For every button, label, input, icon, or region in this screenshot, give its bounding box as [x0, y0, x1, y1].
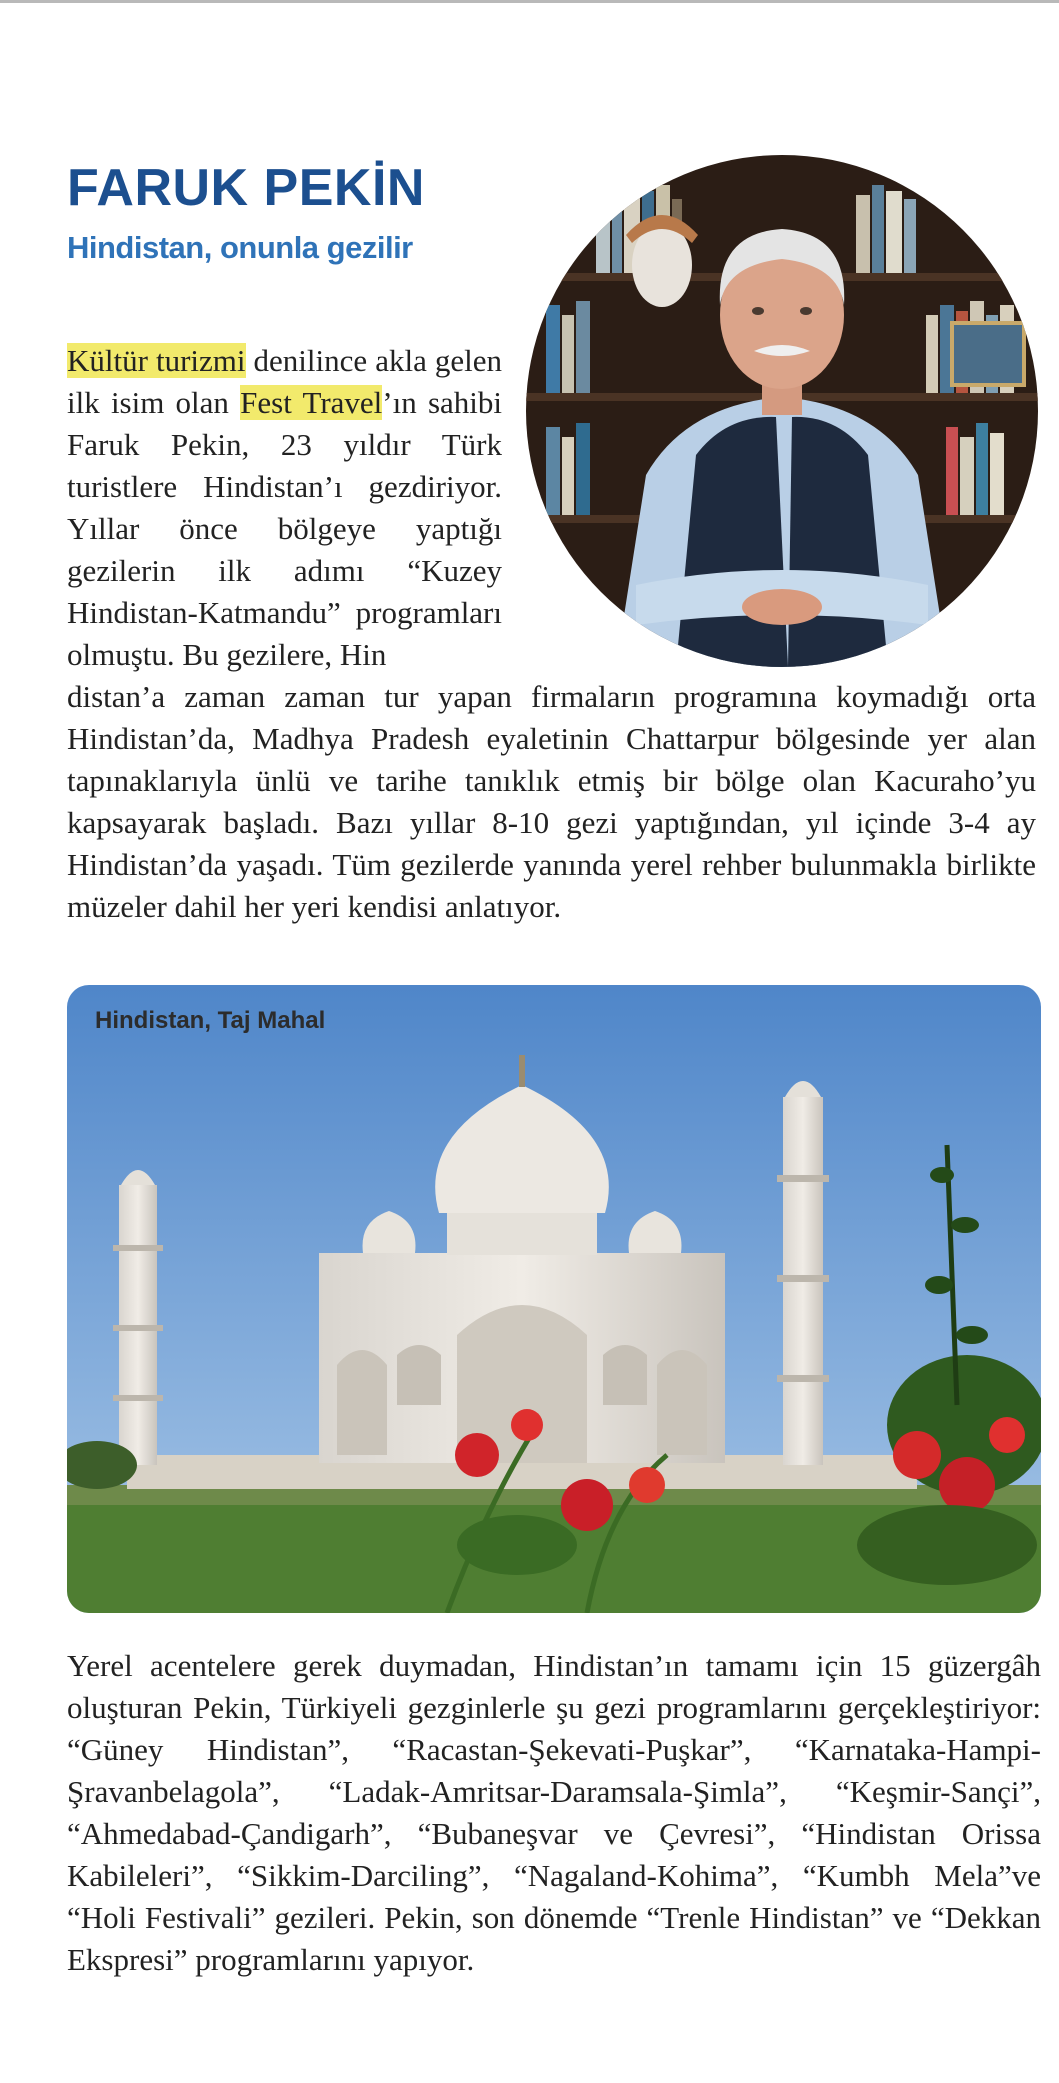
- intro-paragraph-lower: distan’a zaman zaman tur yapan firmaların programına koymadığı orta Hindistan’da, Madhya Pradesh eyaletinin Chattarpur bölgesinde yer alan tapınaklarıyla ünlü ve tarihe tanıklık etmiş bir bölge olan Kacuraho’yu kapsayarak başladı. Bazı yıllar 8-10 gezi yaptığından, yıl içinde 3-4 ay Hindistan’da yaşadı. Tüm gezilerde yanında yerel rehber bulunmakla birlikte müzeler dahil her yeri kendisi anlatıyor.: [67, 679, 1036, 924]
- taj-mahal-photo: [67, 985, 1041, 1613]
- article-subtitle: Hindistan, onunla gezilir: [67, 230, 413, 265]
- intro-text-1: denilince akla gelen ilk isim olan: [67, 343, 502, 420]
- top-border: [0, 0, 1059, 3]
- intro-paragraph-upper: [67, 340, 502, 676]
- paragraph-routes: Yerel acentelere gerek duymadan, Hindistan’ın tamamı için 15 güzergâh oluşturan Pekin, Türkiyeli gezginlerle şu gezi programlarını gerçekleştiriyor: “Güney Hindistan”, “Racastan-Şekevati-Puşkar”, “Karnataka-Hampi-Şravanbelagola”, “Ladak-Amritsar-Daramsala-Şimla”, “Keşmir-Sançi”, “Ahmedabad-Çandigarh”, “Bubaneşvar ve Çevresi”, “Hindistan Orissa Kabileleri”, “Sikkim-Darciling”, “Nagaland-Kohima”, “Kumbh Mela”ve “Holi Festivali” gezileri. Pekin, son dönemde “Trenle Hindistan” ve “Dekkan Ekspresi” programlarını yapıyor.: [67, 1648, 1041, 1977]
- highlight-fest-travel: Fest Travel: [240, 385, 383, 420]
- highlight-kultur-turizmi: Kültür turizmi: [67, 343, 246, 378]
- intro-text-2: ’ın sahibi Faruk Pekin, 23 yıldır Türk turistlere Hindistan’ı gezdiriyor. Yıllar önce bölgeye yaptığı gezilerin ilk adımı “Kuzey Hindistan-Katmandu” programları olmuştu. Bu gezilere, Hin: [67, 385, 502, 672]
- photo-caption: Hindistan, Taj Mahal: [95, 1007, 326, 1034]
- intro-text: [67, 340, 1036, 928]
- article-title: FARUK PEKİN: [67, 159, 425, 217]
